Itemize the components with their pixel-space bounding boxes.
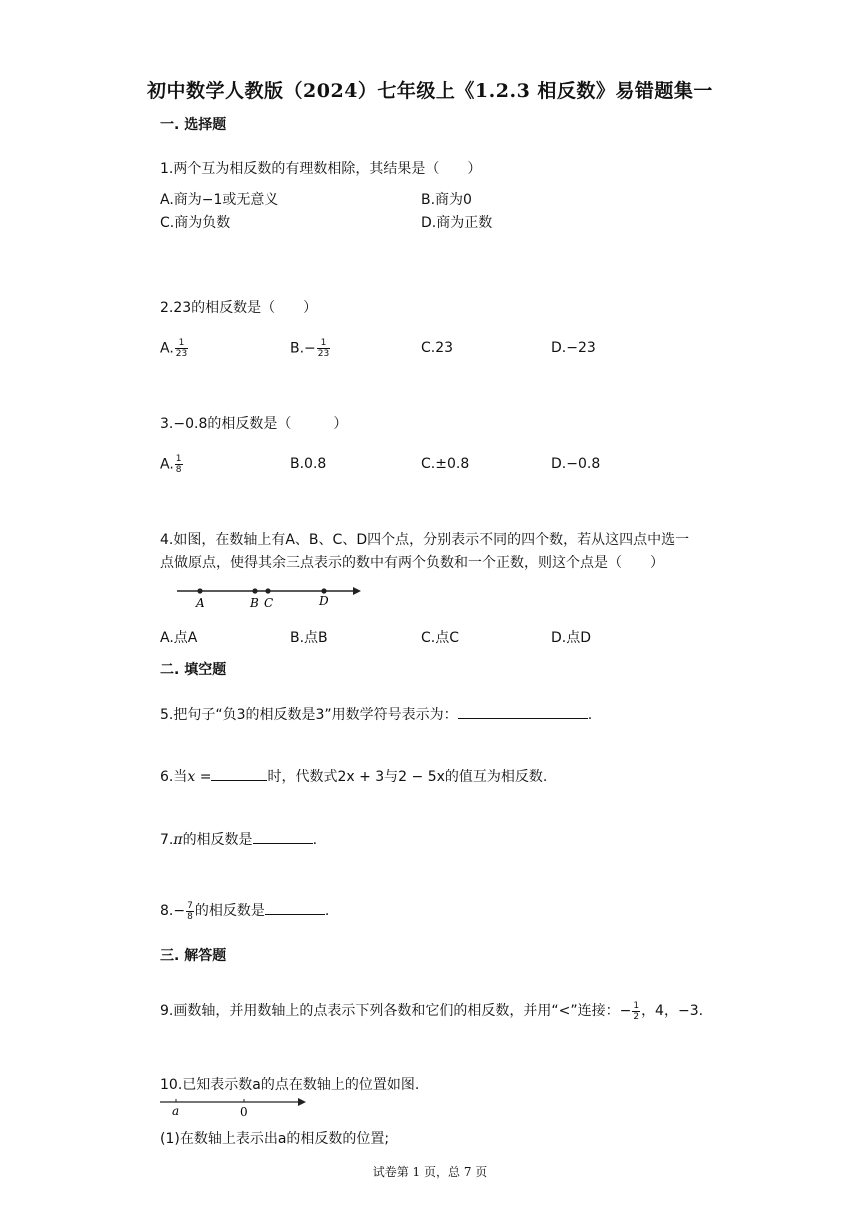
q4-axis-arrow <box>353 587 361 595</box>
q2-option-c: C.23 <box>421 340 454 356</box>
q4-point-a <box>197 588 202 593</box>
question-6: 6.当x = 时，代数式2x + 3与2 − 5x的值互为相反数. <box>160 769 548 785</box>
q4-option-a: A.点A <box>160 630 198 646</box>
question-4-stem-line1: 4.如图，在数轴上有A、B、C、D四个点，分别表示不同的四个数，若从这四点中选一 <box>160 532 690 548</box>
q10-label-a: a <box>172 1104 180 1118</box>
q2-option-b: B.− $\frac{1}{23}$ <box>290 338 330 359</box>
q10-axis-arrow <box>298 1098 306 1106</box>
page-footer: 试卷第 1 页，总 7 页 <box>372 1165 488 1179</box>
q5-answer-blank[interactable] <box>458 717 588 719</box>
question-2-stem: 2.23的相反数是（ ） <box>160 300 318 316</box>
q4-point-b <box>252 588 257 593</box>
q10-number-line-figure <box>158 1095 308 1119</box>
q4-label-d: D <box>319 594 329 608</box>
q3-option-b: B.0.8 <box>290 456 327 472</box>
question-10-stem: 10.已知表示数a的点在数轴上的位置如图. <box>160 1077 420 1093</box>
q1-option-b: B.商为0 <box>421 192 472 208</box>
q6-answer-blank[interactable] <box>211 779 267 781</box>
q4-label-c: C <box>264 596 274 610</box>
q3-option-d: D.−0.8 <box>551 456 601 472</box>
document-title: 初中数学人教版（2024）七年级上《1.2.3 相反数》易错题集一 <box>147 80 713 102</box>
q10-label-zero: 0 <box>240 1105 248 1119</box>
q4-option-b: B.点B <box>290 630 328 646</box>
question-8: 8.− $\frac{7}{8}$ 的相反数是 . <box>160 900 330 922</box>
q4-label-b: B <box>250 596 259 610</box>
q2-option-d: D.−23 <box>551 340 596 356</box>
section-heading-fill: 二. 填空题 <box>160 662 227 678</box>
q1-option-d: D.商为正数 <box>421 215 493 231</box>
q2-option-a: A. $\frac{1}{23}$ <box>160 338 188 359</box>
question-7: 7.π的相反数是 . <box>160 832 318 848</box>
question-9: 9.画数轴，并用数轴上的点表示下列各数和它们的相反数，并用“<”连接：− $\frac{1}{2}$ ，4，−3. <box>160 1000 704 1022</box>
section-heading-choice: 一. 选择题 <box>160 117 227 133</box>
question-4-stem-line2: 点做原点，使得其余三点表示的数中有两个负数和一个正数，则这个点是（ ） <box>160 555 664 571</box>
section-heading-solve: 三. 解答题 <box>160 948 227 964</box>
q3-option-c: C.±0.8 <box>421 456 470 472</box>
q4-option-d: D.点D <box>551 630 592 646</box>
question-1-stem: 1.两个互为相反数的有理数相除，其结果是（ ） <box>160 161 482 177</box>
q1-option-c: C.商为负数 <box>160 215 231 231</box>
question-10-sub1: (1)在数轴上表示出a的相反数的位置; <box>160 1131 390 1147</box>
q1-option-a: A.商为−1或无意义 <box>160 192 279 208</box>
question-3-stem: 3.−0.8的相反数是（ ） <box>160 416 348 432</box>
q4-option-c: C.点C <box>421 630 460 646</box>
q4-point-c <box>265 588 270 593</box>
q7-answer-blank[interactable] <box>253 842 313 844</box>
question-5: 5.把句子“负3的相反数是3”用数学符号表示为： . <box>160 707 593 723</box>
q3-option-a: A. $\frac{1}{8}$ <box>160 454 182 475</box>
q4-label-a: A <box>196 596 205 610</box>
q8-answer-blank[interactable] <box>265 913 325 915</box>
q4-point-d <box>321 588 326 593</box>
q4-number-line-figure <box>175 580 370 612</box>
